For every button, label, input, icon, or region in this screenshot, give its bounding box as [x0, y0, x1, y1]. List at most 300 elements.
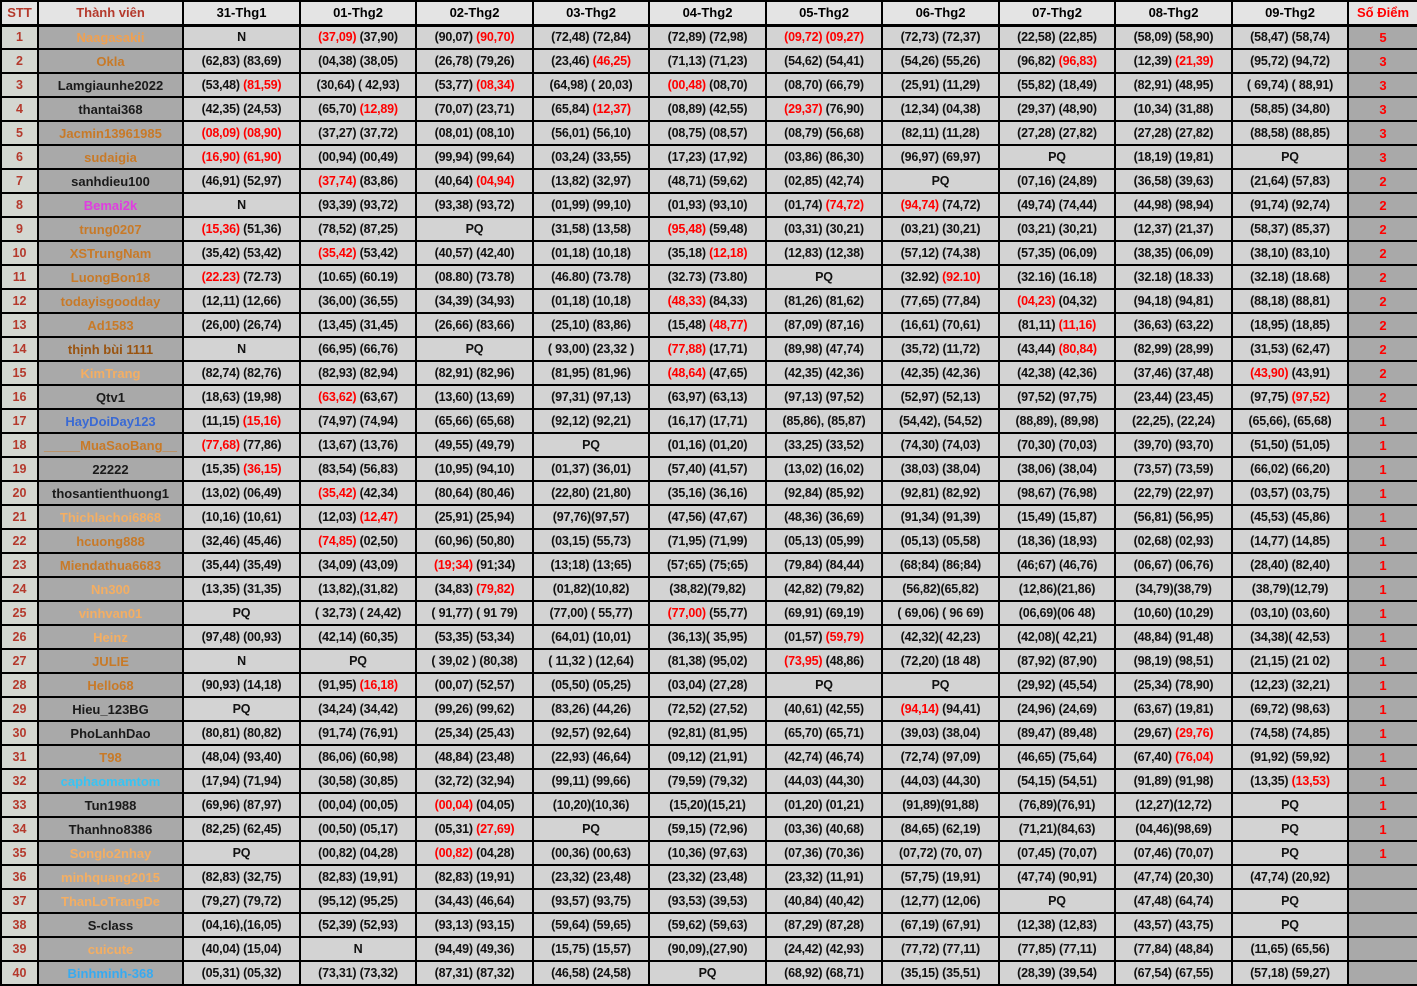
value-cell[interactable]: (42,82) (79,82) — [766, 577, 882, 601]
value-cell[interactable]: (39,03) (38,04) — [882, 721, 999, 745]
score-cell[interactable]: 1 — [1348, 721, 1417, 745]
value-cell[interactable]: (03,21) (30,21) — [999, 217, 1115, 241]
stt-cell[interactable]: 30 — [1, 721, 38, 745]
value-cell[interactable]: (58,85) (34,80) — [1232, 97, 1348, 121]
value-cell[interactable]: (08,01) (08,10) — [416, 121, 533, 145]
value-cell[interactable]: (92,81) (81,95) — [649, 721, 766, 745]
value-cell[interactable] — [1232, 361, 1348, 385]
value-cell[interactable] — [183, 145, 300, 169]
value-cell[interactable]: PQ — [766, 265, 882, 289]
value-cell[interactable]: N — [300, 937, 416, 961]
value-cell[interactable]: (46,58) (24,58) — [533, 961, 649, 985]
score-cell[interactable]: 1 — [1348, 673, 1417, 697]
value-cell[interactable]: (96,97) (69,97) — [882, 145, 999, 169]
value-cell[interactable]: (34,79)(38,79) — [1115, 577, 1232, 601]
value-cell[interactable]: (07,16) (24,89) — [999, 169, 1115, 193]
value-cell[interactable]: (58,47) (58,74) — [1232, 25, 1348, 49]
value-cell[interactable]: (92,81) (82,92) — [882, 481, 999, 505]
value-cell[interactable]: (97,13) (97,52) — [766, 385, 882, 409]
value-cell[interactable]: (54,15) (54,51) — [999, 769, 1115, 793]
value-cell[interactable]: (34,39) (34,93) — [416, 289, 533, 313]
value-cell[interactable]: (57,40) (41,57) — [649, 457, 766, 481]
value-cell[interactable]: (94,18) (94,81) — [1115, 289, 1232, 313]
value-cell[interactable]: (63,67) (19,81) — [1115, 697, 1232, 721]
value-cell[interactable]: (80,81) (80,82) — [183, 721, 300, 745]
value-cell[interactable]: PQ — [183, 601, 300, 625]
value-cell[interactable]: (79,84) (84,44) — [766, 553, 882, 577]
stt-cell[interactable]: 22 — [1, 529, 38, 553]
value-cell[interactable]: (01,82)(10,82) — [533, 577, 649, 601]
score-cell[interactable]: 2 — [1348, 361, 1417, 385]
score-cell[interactable]: 2 — [1348, 169, 1417, 193]
score-cell[interactable]: 1 — [1348, 841, 1417, 865]
member-name[interactable]: Hello68 — [38, 673, 183, 697]
column-header[interactable]: 07-Thg2 — [999, 1, 1115, 25]
value-cell[interactable]: (35,72) (11,72) — [882, 337, 999, 361]
value-cell[interactable]: (59,62) (59,63) — [649, 913, 766, 937]
value-cell[interactable]: (09,12) (21,91) — [649, 745, 766, 769]
stt-cell[interactable]: 25 — [1, 601, 38, 625]
member-name[interactable]: sudaigia — [38, 145, 183, 169]
value-cell[interactable]: (33,25) (33,52) — [766, 433, 882, 457]
value-cell[interactable]: (43,57) (43,75) — [1115, 913, 1232, 937]
member-name[interactable]: Binhminh-368 — [38, 961, 183, 985]
value-cell[interactable]: PQ — [882, 169, 999, 193]
value-cell[interactable]: (92,57) (92,64) — [533, 721, 649, 745]
value-cell[interactable] — [766, 193, 882, 217]
value-cell[interactable]: (66,02) (66,20) — [1232, 457, 1348, 481]
column-header[interactable]: 03-Thg2 — [533, 1, 649, 25]
member-name[interactable]: caphaomamtom — [38, 769, 183, 793]
value-cell[interactable]: (01,93) (93,10) — [649, 193, 766, 217]
value-cell[interactable]: N — [183, 25, 300, 49]
value-cell[interactable]: (89,98) (47,74) — [766, 337, 882, 361]
column-header[interactable]: 04-Thg2 — [649, 1, 766, 25]
value-cell[interactable]: (00,04) (00,05) — [300, 793, 416, 817]
value-cell[interactable]: (15,75) (15,57) — [533, 937, 649, 961]
member-name[interactable]: LuongBon18 — [38, 265, 183, 289]
value-cell[interactable] — [882, 697, 999, 721]
value-cell[interactable] — [183, 217, 300, 241]
member-name[interactable]: Tun1988 — [38, 793, 183, 817]
value-cell[interactable]: (46.80) (73.78) — [533, 265, 649, 289]
value-cell[interactable]: (64,01) (10,01) — [533, 625, 649, 649]
value-cell[interactable]: (54,26) (55,26) — [882, 49, 999, 73]
stt-cell[interactable]: 31 — [1, 745, 38, 769]
value-cell[interactable]: (18,36) (18,93) — [999, 529, 1115, 553]
value-cell[interactable]: (91,89)(91,88) — [882, 793, 999, 817]
score-cell[interactable]: 2 — [1348, 337, 1417, 361]
value-cell[interactable]: (37,27) (37,72) — [300, 121, 416, 145]
value-cell[interactable] — [649, 73, 766, 97]
score-cell[interactable]: 1 — [1348, 553, 1417, 577]
value-cell[interactable]: (35,16) (36,16) — [649, 481, 766, 505]
stt-cell[interactable]: 36 — [1, 865, 38, 889]
score-cell[interactable]: 3 — [1348, 49, 1417, 73]
value-cell[interactable]: (31,58) (13,58) — [533, 217, 649, 241]
value-cell[interactable]: (93,39) (93,72) — [300, 193, 416, 217]
value-cell[interactable]: (25,10) (83,86) — [533, 313, 649, 337]
stt-cell[interactable]: 10 — [1, 241, 38, 265]
score-cell[interactable]: 1 — [1348, 817, 1417, 841]
value-cell[interactable] — [649, 313, 766, 337]
value-cell[interactable]: (05,13) (05,58) — [882, 529, 999, 553]
value-cell[interactable] — [999, 49, 1115, 73]
value-cell[interactable]: PQ — [533, 817, 649, 841]
value-cell[interactable]: ( 93,00) (23,32 ) — [533, 337, 649, 361]
value-cell[interactable] — [649, 289, 766, 313]
member-name[interactable]: trung0207 — [38, 217, 183, 241]
stt-cell[interactable]: 1 — [1, 25, 38, 49]
value-cell[interactable]: (36,13)( 35,95) — [649, 625, 766, 649]
value-cell[interactable] — [649, 361, 766, 385]
value-cell[interactable]: (77,65) (77,84) — [882, 289, 999, 313]
stt-cell[interactable]: 8 — [1, 193, 38, 217]
value-cell[interactable]: (36,00) (36,55) — [300, 289, 416, 313]
score-cell[interactable]: 2 — [1348, 217, 1417, 241]
value-cell[interactable] — [183, 73, 300, 97]
value-cell[interactable]: (07,45) (70,07) — [999, 841, 1115, 865]
value-cell[interactable]: (30,64) ( 42,93) — [300, 73, 416, 97]
value-cell[interactable]: (08,79) (56,68) — [766, 121, 882, 145]
value-cell[interactable]: (47,74) (90,91) — [999, 865, 1115, 889]
value-cell[interactable]: (00,36) (00,63) — [533, 841, 649, 865]
value-cell[interactable]: (01,18) (10,18) — [533, 289, 649, 313]
value-cell[interactable]: (00,07) (52,57) — [416, 673, 533, 697]
value-cell[interactable]: (42,08)( 42,21) — [999, 625, 1115, 649]
value-cell[interactable]: (03,86) (86,30) — [766, 145, 882, 169]
value-cell[interactable]: (40,61) (42,55) — [766, 697, 882, 721]
value-cell[interactable]: (77,72) (77,11) — [882, 937, 999, 961]
value-cell[interactable] — [416, 73, 533, 97]
value-cell[interactable]: (52,39) (52,93) — [300, 913, 416, 937]
stt-cell[interactable]: 16 — [1, 385, 38, 409]
member-name[interactable]: Ad1583 — [38, 313, 183, 337]
value-cell[interactable]: (57,18) (59,27) — [1232, 961, 1348, 985]
value-cell[interactable]: (85,86), (85,87) — [766, 409, 882, 433]
stt-cell[interactable]: 12 — [1, 289, 38, 313]
column-header[interactable]: Thành viên — [38, 1, 183, 25]
value-cell[interactable]: ( 11,32 ) (12,64) — [533, 649, 649, 673]
score-cell[interactable]: 1 — [1348, 793, 1417, 817]
value-cell[interactable]: (42,35) (42,36) — [882, 361, 999, 385]
value-cell[interactable]: (13,60) (13,69) — [416, 385, 533, 409]
value-cell[interactable] — [183, 409, 300, 433]
column-header[interactable]: 06-Thg2 — [882, 1, 999, 25]
score-cell[interactable]: 1 — [1348, 457, 1417, 481]
value-cell[interactable]: (17,23) (17,92) — [649, 145, 766, 169]
value-cell[interactable]: (42,35) (42,36) — [766, 361, 882, 385]
value-cell[interactable]: (23,32) (23,48) — [533, 865, 649, 889]
value-cell[interactable] — [416, 553, 533, 577]
value-cell[interactable]: (03,24) (33,55) — [533, 145, 649, 169]
value-cell[interactable] — [300, 385, 416, 409]
value-cell[interactable]: (22,25), (22,24) — [1115, 409, 1232, 433]
score-cell[interactable]: 1 — [1348, 697, 1417, 721]
value-cell[interactable] — [649, 217, 766, 241]
value-cell[interactable]: (99,11) (99,66) — [533, 769, 649, 793]
member-name[interactable]: sanhdieu100 — [38, 169, 183, 193]
member-name[interactable]: _____MuaSaoBang__ — [38, 433, 183, 457]
value-cell[interactable]: (72,20) (18 48) — [882, 649, 999, 673]
value-cell[interactable]: (82,91) (82,96) — [416, 361, 533, 385]
value-cell[interactable]: (82,83) (32,75) — [183, 865, 300, 889]
value-cell[interactable]: PQ — [1232, 889, 1348, 913]
score-cell[interactable]: 1 — [1348, 625, 1417, 649]
value-cell[interactable]: (74,58) (74,85) — [1232, 721, 1348, 745]
value-cell[interactable]: (81,38) (95,02) — [649, 649, 766, 673]
score-cell[interactable]: 3 — [1348, 121, 1417, 145]
value-cell[interactable]: (47,48) (64,74) — [1115, 889, 1232, 913]
value-cell[interactable]: (01,18) (10,18) — [533, 241, 649, 265]
value-cell[interactable]: (76,89)(76,91) — [999, 793, 1115, 817]
stt-cell[interactable]: 21 — [1, 505, 38, 529]
value-cell[interactable]: (46,65) (75,64) — [999, 745, 1115, 769]
value-cell[interactable]: (79,27) (79,72) — [183, 889, 300, 913]
value-cell[interactable]: PQ — [183, 841, 300, 865]
value-cell[interactable]: (12,27)(12,72) — [1115, 793, 1232, 817]
value-cell[interactable]: (13,35) (31,35) — [183, 577, 300, 601]
value-cell[interactable]: (36,58) (39,63) — [1115, 169, 1232, 193]
value-cell[interactable]: (04,16),(16,05) — [183, 913, 300, 937]
value-cell[interactable]: (32.16) (16.18) — [999, 265, 1115, 289]
value-cell[interactable]: (13,82),(31,82) — [300, 577, 416, 601]
value-cell[interactable]: (40,04) (15,04) — [183, 937, 300, 961]
value-cell[interactable]: (58,37) (85,37) — [1232, 217, 1348, 241]
value-cell[interactable]: N — [183, 649, 300, 673]
member-name[interactable]: Bemai2k — [38, 193, 183, 217]
member-name[interactable]: Hieu_123BG — [38, 697, 183, 721]
value-cell[interactable]: (87,09) (87,16) — [766, 313, 882, 337]
value-cell[interactable]: (34,24) (34,42) — [300, 697, 416, 721]
value-cell[interactable]: ( 69,74) ( 88,91) — [1232, 73, 1348, 97]
value-cell[interactable]: (82,11) (11,28) — [882, 121, 999, 145]
value-cell[interactable]: (82,91) (48,95) — [1115, 73, 1232, 97]
value-cell[interactable]: (97,76)(97,57) — [533, 505, 649, 529]
value-cell[interactable]: (39,70) (93,70) — [1115, 433, 1232, 457]
value-cell[interactable]: (82,83) (19,91) — [300, 865, 416, 889]
score-cell[interactable]: 1 — [1348, 745, 1417, 769]
value-cell[interactable]: (64,98) ( 20,03) — [533, 73, 649, 97]
value-cell[interactable]: (65,66), (65,68) — [1232, 409, 1348, 433]
value-cell[interactable]: (77,85) (77,11) — [999, 937, 1115, 961]
value-cell[interactable] — [999, 337, 1115, 361]
score-cell[interactable]: 2 — [1348, 289, 1417, 313]
value-cell[interactable] — [766, 25, 882, 49]
value-cell[interactable]: (15,49) (15,87) — [999, 505, 1115, 529]
value-cell[interactable] — [183, 457, 300, 481]
value-cell[interactable]: (87,31) (87,32) — [416, 961, 533, 985]
value-cell[interactable]: (26,66) (83,66) — [416, 313, 533, 337]
value-cell[interactable]: (21,64) (57,83) — [1232, 169, 1348, 193]
value-cell[interactable]: PQ — [1232, 817, 1348, 841]
stt-cell[interactable]: 38 — [1, 913, 38, 937]
value-cell[interactable]: (49,55) (49,79) — [416, 433, 533, 457]
value-cell[interactable]: (06,69)(06 48) — [999, 601, 1115, 625]
value-cell[interactable]: (08.80) (73.78) — [416, 265, 533, 289]
value-cell[interactable]: (93,38) (93,72) — [416, 193, 533, 217]
value-cell[interactable] — [300, 25, 416, 49]
stt-cell[interactable]: 28 — [1, 673, 38, 697]
stt-cell[interactable]: 5 — [1, 121, 38, 145]
value-cell[interactable]: (93,13) (93,15) — [416, 913, 533, 937]
value-cell[interactable]: (48,36) (36,69) — [766, 505, 882, 529]
value-cell[interactable]: (94,49) (49,36) — [416, 937, 533, 961]
value-cell[interactable]: (00,50) (05,17) — [300, 817, 416, 841]
value-cell[interactable]: (46,91) (52,97) — [183, 169, 300, 193]
value-cell[interactable]: (91,74) (76,91) — [300, 721, 416, 745]
score-cell[interactable]: 3 — [1348, 145, 1417, 169]
value-cell[interactable]: (44,98) (98,94) — [1115, 193, 1232, 217]
value-cell[interactable]: (60,96) (50,80) — [416, 529, 533, 553]
value-cell[interactable]: (14,77) (14,85) — [1232, 529, 1348, 553]
value-cell[interactable]: ( 69,06) ( 96 69) — [882, 601, 999, 625]
member-name[interactable]: KimTrang — [38, 361, 183, 385]
value-cell[interactable]: ( 39,02 ) (80,38) — [416, 649, 533, 673]
value-cell[interactable]: (77,00) ( 55,77) — [533, 601, 649, 625]
value-cell[interactable]: (27,28) (27,82) — [1115, 121, 1232, 145]
score-cell[interactable]: 1 — [1348, 769, 1417, 793]
value-cell[interactable]: (98,67) (76,98) — [999, 481, 1115, 505]
column-header[interactable]: STT — [1, 1, 38, 25]
value-cell[interactable]: N — [183, 193, 300, 217]
value-cell[interactable] — [1232, 769, 1348, 793]
value-cell[interactable]: (29,92) (45,54) — [999, 673, 1115, 697]
value-cell[interactable]: (12,86)(21,86) — [999, 577, 1115, 601]
value-cell[interactable]: (84,65) (62,19) — [882, 817, 999, 841]
value-cell[interactable]: (28,39) (39,54) — [999, 961, 1115, 985]
member-name[interactable]: HayDoiDay123 — [38, 409, 183, 433]
value-cell[interactable]: (59,15) (72,96) — [649, 817, 766, 841]
value-cell[interactable]: (93,53) (39,53) — [649, 889, 766, 913]
value-cell[interactable]: (06,67) (06,76) — [1115, 553, 1232, 577]
value-cell[interactable]: (03,57) (03,75) — [1232, 481, 1348, 505]
value-cell[interactable]: (95,72) (94,72) — [1232, 49, 1348, 73]
stt-cell[interactable]: 14 — [1, 337, 38, 361]
value-cell[interactable]: (46;67) (46,76) — [999, 553, 1115, 577]
value-cell[interactable]: (62,83) (83,69) — [183, 49, 300, 73]
value-cell[interactable]: (47,74) (20,30) — [1115, 865, 1232, 889]
value-cell[interactable]: (48,84) (23,48) — [416, 745, 533, 769]
stt-cell[interactable]: 7 — [1, 169, 38, 193]
stt-cell[interactable]: 33 — [1, 793, 38, 817]
stt-cell[interactable]: 24 — [1, 577, 38, 601]
score-cell[interactable]: 1 — [1348, 529, 1417, 553]
score-cell[interactable]: 3 — [1348, 73, 1417, 97]
stt-cell[interactable]: 15 — [1, 361, 38, 385]
value-cell[interactable]: (70,07) (23,71) — [416, 97, 533, 121]
value-cell[interactable]: (58,09) (58,90) — [1115, 25, 1232, 49]
value-cell[interactable]: (82,83) (19,91) — [416, 865, 533, 889]
value-cell[interactable]: (91,74) (92,74) — [1232, 193, 1348, 217]
value-cell[interactable]: (71,95) (71,99) — [649, 529, 766, 553]
value-cell[interactable]: (57;65) (75;65) — [649, 553, 766, 577]
value-cell[interactable] — [416, 793, 533, 817]
value-cell[interactable]: (87,29) (87,28) — [766, 913, 882, 937]
score-cell[interactable]: 1 — [1348, 481, 1417, 505]
value-cell[interactable]: (99,94) (99,64) — [416, 145, 533, 169]
value-cell[interactable]: (79,59) (79,32) — [649, 769, 766, 793]
value-cell[interactable]: (92,84) (85,92) — [766, 481, 882, 505]
value-cell[interactable]: (08,89) (42,55) — [649, 97, 766, 121]
member-name[interactable]: T98 — [38, 745, 183, 769]
value-cell[interactable]: (22,58) (22,85) — [999, 25, 1115, 49]
value-cell[interactable]: PQ — [183, 697, 300, 721]
value-cell[interactable]: (13,02) (06,49) — [183, 481, 300, 505]
value-cell[interactable]: (22,93) (46,64) — [533, 745, 649, 769]
value-cell[interactable]: PQ — [649, 961, 766, 985]
value-cell[interactable]: (72,74) (97,09) — [882, 745, 999, 769]
value-cell[interactable] — [416, 817, 533, 841]
value-cell[interactable]: (38,06) (38,04) — [999, 457, 1115, 481]
value-cell[interactable]: (04,38) (38,05) — [300, 49, 416, 73]
value-cell[interactable]: (82,25) (62,45) — [183, 817, 300, 841]
value-cell[interactable]: PQ — [1232, 145, 1348, 169]
value-cell[interactable] — [300, 505, 416, 529]
value-cell[interactable]: (29,37) (48,90) — [999, 97, 1115, 121]
value-cell[interactable]: (87,92) (87,90) — [999, 649, 1115, 673]
value-cell[interactable]: (32,46) (45,46) — [183, 529, 300, 553]
value-cell[interactable] — [416, 577, 533, 601]
stt-cell[interactable]: 3 — [1, 73, 38, 97]
value-cell[interactable]: (56,82)(65,82) — [882, 577, 999, 601]
value-cell[interactable]: (28,40) (82,40) — [1232, 553, 1348, 577]
value-cell[interactable]: (65,70) (65,71) — [766, 721, 882, 745]
value-cell[interactable] — [300, 481, 416, 505]
value-cell[interactable]: (32,72) (32,94) — [416, 769, 533, 793]
score-cell[interactable] — [1348, 889, 1417, 913]
column-header[interactable]: 02-Thg2 — [416, 1, 533, 25]
value-cell[interactable]: PQ — [766, 673, 882, 697]
value-cell[interactable]: (88,89), (89,98) — [999, 409, 1115, 433]
value-cell[interactable]: PQ — [300, 649, 416, 673]
value-cell[interactable] — [649, 241, 766, 265]
value-cell[interactable]: (12,37) (21,37) — [1115, 217, 1232, 241]
value-cell[interactable]: (24,42) (42,93) — [766, 937, 882, 961]
value-cell[interactable]: (72,52) (27,52) — [649, 697, 766, 721]
score-cell[interactable] — [1348, 913, 1417, 937]
stt-cell[interactable]: 2 — [1, 49, 38, 73]
value-cell[interactable]: (42,32)( 42,23) — [882, 625, 999, 649]
value-cell[interactable]: (91,34) (91,39) — [882, 505, 999, 529]
column-header[interactable]: 31-Thg1 — [183, 1, 300, 25]
stt-cell[interactable]: 32 — [1, 769, 38, 793]
value-cell[interactable] — [1115, 49, 1232, 73]
member-name[interactable]: S-class — [38, 913, 183, 937]
value-cell[interactable]: (32.18) (18.68) — [1232, 265, 1348, 289]
column-header[interactable]: 01-Thg2 — [300, 1, 416, 25]
value-cell[interactable] — [1232, 385, 1348, 409]
value-cell[interactable]: (12,11) (12,66) — [183, 289, 300, 313]
value-cell[interactable]: (68;84) (86;84) — [882, 553, 999, 577]
value-cell[interactable]: PQ — [882, 673, 999, 697]
value-cell[interactable]: (12,34) (04,38) — [882, 97, 999, 121]
value-cell[interactable]: (67,54) (67,55) — [1115, 961, 1232, 985]
value-cell[interactable]: (31,53) (62,47) — [1232, 337, 1348, 361]
value-cell[interactable]: (81,95) (81,96) — [533, 361, 649, 385]
stt-cell[interactable]: 37 — [1, 889, 38, 913]
value-cell[interactable]: (55,82) (18,49) — [999, 73, 1115, 97]
member-name[interactable]: Miendathua6683 — [38, 553, 183, 577]
score-cell[interactable] — [1348, 961, 1417, 985]
value-cell[interactable]: (90,93) (14,18) — [183, 673, 300, 697]
value-cell[interactable]: (80,64) (80,46) — [416, 481, 533, 505]
value-cell[interactable]: N — [183, 337, 300, 361]
value-cell[interactable]: (83,26) (44,26) — [533, 697, 649, 721]
value-cell[interactable] — [766, 649, 882, 673]
value-cell[interactable]: (98,19) (98,51) — [1115, 649, 1232, 673]
value-cell[interactable]: (99,26) (99,62) — [416, 697, 533, 721]
